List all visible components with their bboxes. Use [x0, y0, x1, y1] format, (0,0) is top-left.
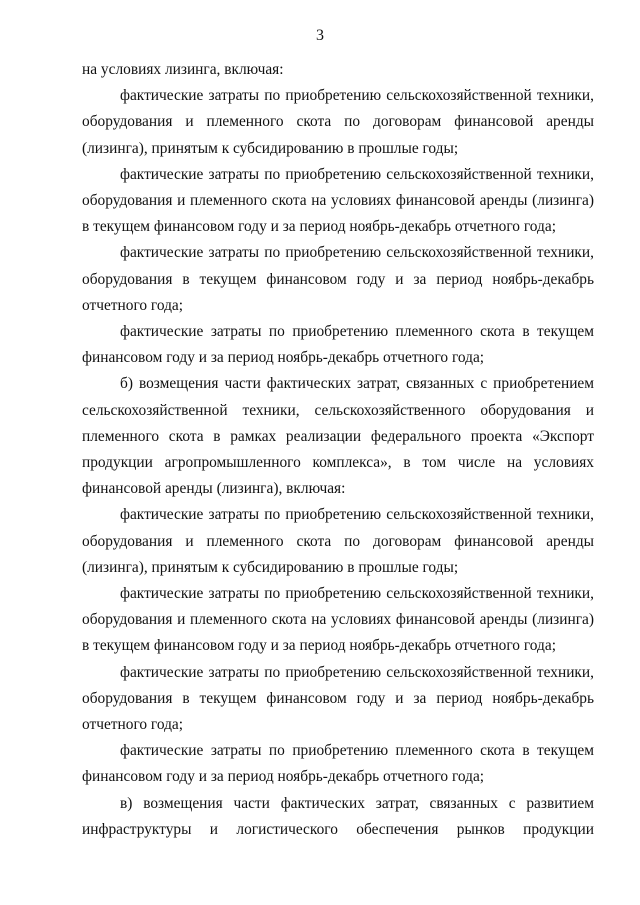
paragraph: фактические затраты по приобретению сельскохозяйственной техники, оборудования в текущем финансовом году и за период ноябрь-декабрь отчетного года; — [82, 244, 594, 314]
page-number: 3 — [316, 27, 324, 44]
paragraph-continuation: на условиях лизинга, включая: — [82, 61, 284, 78]
paragraph: фактические затраты по приобретению племенного скота в текущем финансовом году и за период ноябрь-декабрь отчетного года; — [82, 742, 594, 786]
paragraph: фактические затраты по приобретению племенного скота в текущем финансовом году и за период ноябрь-декабрь отчетного года; — [82, 323, 594, 367]
document-body — [82, 57, 594, 843]
paragraph-item-b: б) возмещения части фактических затрат, связанных с приобретением сельскохозяйственной техники, сельскохозяйственного оборудования и племенного скота в рамках реализации федерального проекта «Экспорт продукции агропромышленного комплекса», в том числе на условиях финансовой аренды (лизинга), включая: — [82, 375, 594, 498]
paragraph: фактические затраты по приобретению сельскохозяйственной техники, оборудования и племенного скота по договорам финансовой аренды (лизинга), принятым к субсидированию в прошлые годы; — [82, 506, 594, 576]
paragraph: фактические затраты по приобретению сельскохозяйственной техники, оборудования и племенного скота на условиях финансовой аренды (лизинга) в текущем финансовом году и за период ноябрь-декабрь отчетного года; — [82, 585, 594, 655]
paragraph: фактические затраты по приобретению сельскохозяйственной техники, оборудования в текущем финансовом году и за период ноябрь-декабрь отчетного года; — [82, 663, 594, 734]
paragraph-item-v: в) возмещения части фактических затрат, связанных с развитием инфраструктуры и логистического обеспечения рынков продукции — [82, 794, 594, 838]
paragraph: фактические затраты по приобретению сельскохозяйственной техники, оборудования и племенного скота по договорам финансовой аренды (лизинга), принятым к субсидированию в прошлые годы; — [82, 87, 594, 157]
paragraph: фактические затраты по приобретению сельскохозяйственной техники, оборудования и племенного скота на условиях финансовой аренды (лизинга) в текущем финансовом году и за период ноябрь-декабрь отчетного года; — [82, 165, 594, 236]
